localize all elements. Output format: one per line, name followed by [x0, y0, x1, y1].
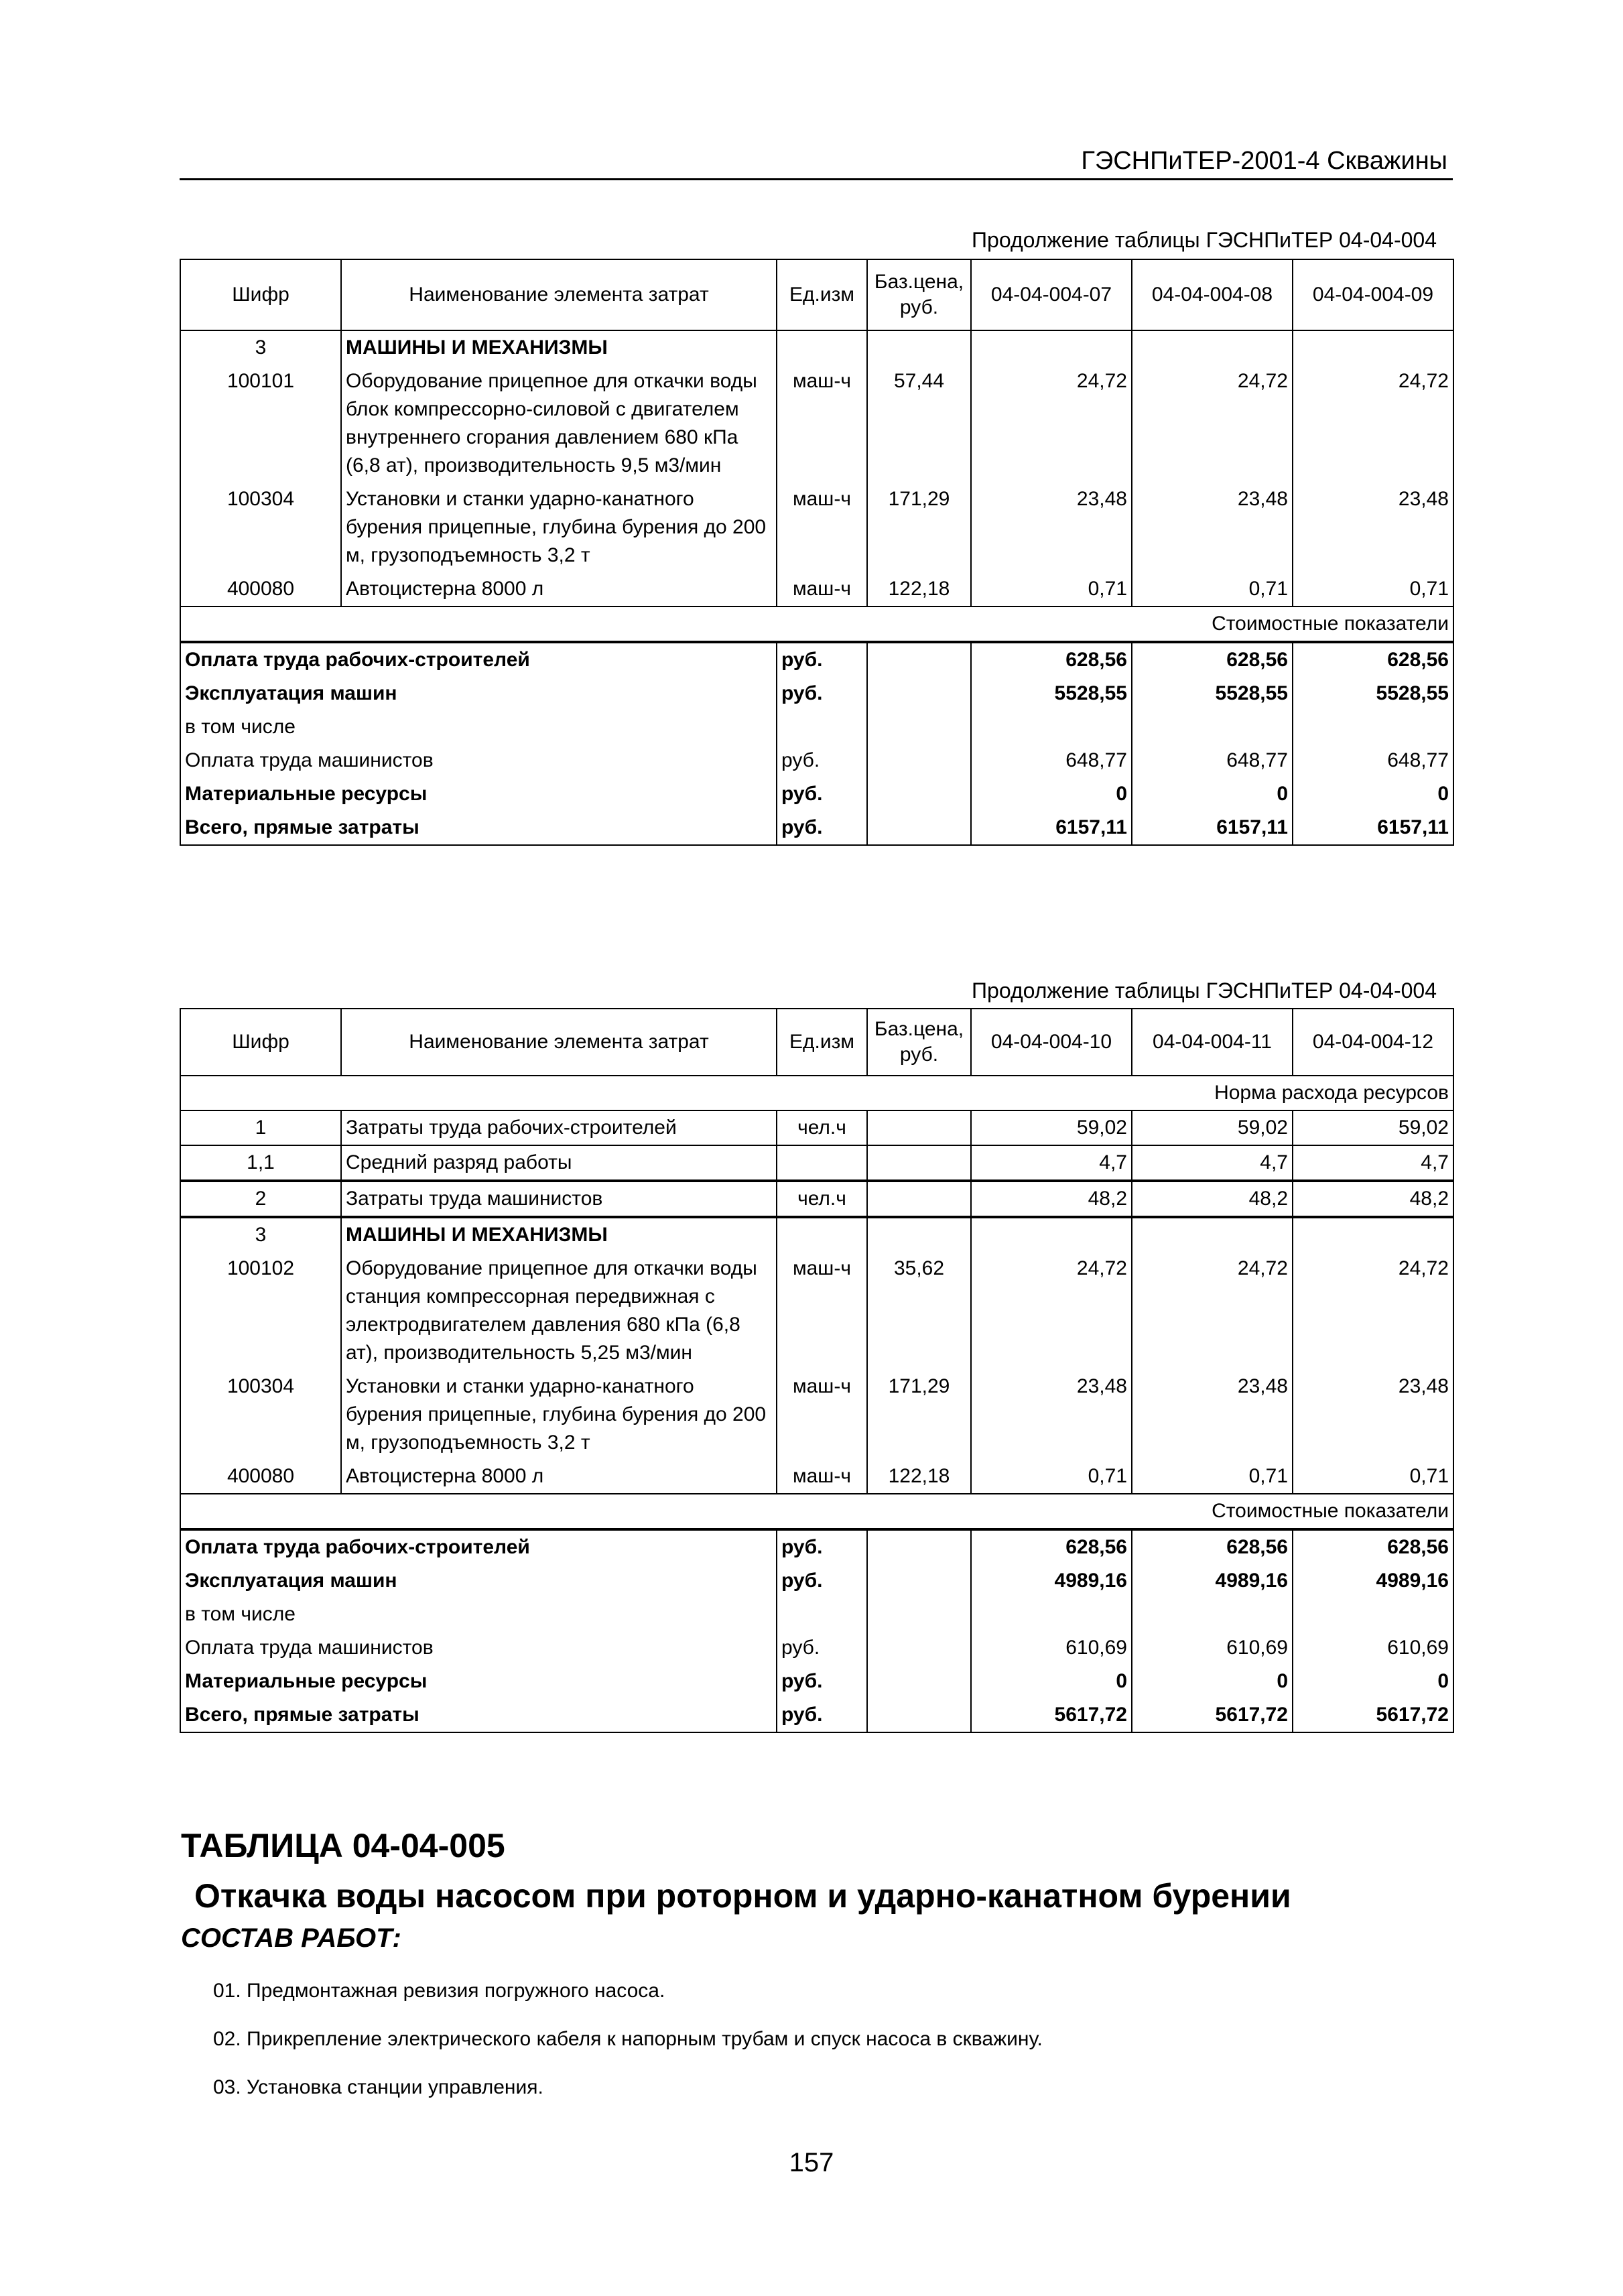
cost-unit: руб.: [777, 1631, 867, 1665]
row-price: 35,62: [867, 1252, 971, 1370]
cost-value-3: 610,69: [1293, 1631, 1453, 1665]
row-value-2: 24,72: [1132, 365, 1293, 483]
cost-row: [180, 811, 1453, 845]
row-unit: чел.ч: [777, 1181, 867, 1217]
row-name: Средний разряд работы: [341, 1145, 777, 1181]
row-value-3: 4,7: [1293, 1145, 1453, 1181]
cost-unit: руб.: [777, 777, 867, 811]
row-price: 171,29: [867, 1370, 971, 1460]
row-value-3: 0,71: [1293, 572, 1453, 607]
cost-row: [180, 677, 1453, 710]
row-value-2: 0,71: [1132, 572, 1293, 607]
row-value-2: 24,72: [1132, 1252, 1293, 1370]
row-price: 171,29: [867, 483, 971, 572]
row-code: 2: [180, 1181, 341, 1217]
col-header-price: Баз.цена, руб.: [867, 259, 971, 330]
row-unit: маш-ч: [777, 1252, 867, 1370]
cost-unit: руб.: [777, 1698, 867, 1732]
cost-value-3: 5617,72: [1293, 1698, 1453, 1732]
row-value-3: 24,72: [1293, 1252, 1453, 1370]
list-item: 01. Предмонтажная ревизия погружного насоса.: [213, 1980, 665, 2002]
col-header-norm-3: 04-04-004-09: [1293, 259, 1453, 330]
section-code: 3: [180, 330, 341, 365]
cost-unit: руб.: [777, 744, 867, 777]
cost-value-3: 628,56: [1293, 642, 1453, 677]
row-name: Оборудование прицепное для откачки воды блок компрессорно-силовой с двигателем внутреннего сгорания давлением 680 кПа (6,8 ат), производительность 9,5 м3/мин: [341, 365, 777, 483]
cost-unit: руб.: [777, 677, 867, 710]
col-header-norm-1: 04-04-004-07: [971, 259, 1132, 330]
row-value-2: 4,7: [1132, 1145, 1293, 1181]
row-name: Оборудование прицепное для откачки воды станция компрессорная передвижная с электродвигателем давления 680 кПа (6,8 ат), производительность 5,25 м3/мин: [341, 1252, 777, 1370]
page-number: 157: [789, 2148, 834, 2177]
col-header-norm-2: 04-04-004-08: [1132, 259, 1293, 330]
cost-label: Оплата труда машинистов: [180, 1631, 777, 1665]
table-title: ТАБЛИЦА 04-04-005: [181, 1827, 505, 1864]
row-code: 1,1: [180, 1145, 341, 1181]
cost-value-2: 5528,55: [1132, 677, 1293, 710]
row-value-1: 0,71: [971, 1460, 1132, 1494]
works-list: [213, 1967, 1043, 2112]
cost-row: [180, 710, 1453, 744]
cost-row: [180, 1598, 1453, 1631]
row-price: 57,44: [867, 365, 971, 483]
row-value-1: 0,71: [971, 572, 1132, 607]
table-row: [180, 1460, 1453, 1494]
cost-unit: руб.: [777, 1564, 867, 1598]
cost-label: Всего, прямые затраты: [180, 811, 777, 845]
table-row: [180, 1370, 1453, 1460]
table1-header-row: [180, 259, 1453, 330]
row-code: 400080: [180, 572, 341, 607]
cost-label: Эксплуатация машин: [180, 677, 777, 710]
row-value-2: 0,71: [1132, 1460, 1293, 1494]
cost-value-2: 6157,11: [1132, 811, 1293, 845]
cost-label: Оплата труда рабочих-строителей: [180, 642, 777, 677]
row-code: 100304: [180, 483, 341, 572]
col-header-unit: Ед.изм: [777, 259, 867, 330]
table2-caption: Продолжение таблицы ГЭСНПиТЕР 04-04-004: [972, 978, 1437, 1003]
labor-row: [180, 1181, 1453, 1217]
cost-label: в том числе: [180, 710, 777, 744]
cost-value-1: 628,56: [971, 642, 1132, 677]
cost-value-3: 0: [1293, 777, 1453, 811]
cost-value-2: 648,77: [1132, 744, 1293, 777]
col-header-price: Баз.цена, руб.: [867, 1009, 971, 1076]
section-subtitle: Откачка воды насосом при роторном и ударно-канатном бурении: [194, 1877, 1291, 1915]
cost-value-3: 6157,11: [1293, 811, 1453, 845]
cost-value-2: 628,56: [1132, 642, 1293, 677]
table-row: [180, 365, 1453, 483]
cost-value-2: 4989,16: [1132, 1564, 1293, 1598]
row-value-2: 59,02: [1132, 1110, 1293, 1145]
cost-value-1: 5528,55: [971, 677, 1132, 710]
cost-value-1: 4989,16: [971, 1564, 1132, 1598]
row-name: Затраты труда машинистов: [341, 1181, 777, 1217]
row-name: Установки и станки ударно-канатного бурения прицепные, глубина бурения до 200 м, грузоподъемность 3,2 т: [341, 1370, 777, 1460]
col-header-unit: Ед.изм: [777, 1009, 867, 1076]
section-name: МАШИНЫ И МЕХАНИЗМЫ: [341, 330, 777, 365]
cost-unit: руб.: [777, 642, 867, 677]
row-value-3: 48,2: [1293, 1181, 1453, 1217]
cost-label: в том числе: [180, 1598, 777, 1631]
table1-caption: Продолжение таблицы ГЭСНПиТЕР 04-04-004: [972, 228, 1437, 252]
table2-header-row: [180, 1009, 1453, 1076]
row-name: Установки и станки ударно-канатного бурения прицепные, глубина бурения до 200 м, грузоподъемность 3,2 т: [341, 483, 777, 572]
row-price: 122,18: [867, 1460, 971, 1494]
col-header-name: Наименование элемента затрат: [341, 259, 777, 330]
row-value-1: 4,7: [971, 1145, 1132, 1181]
row-unit: маш-ч: [777, 572, 867, 607]
table-row: [180, 330, 1453, 365]
list-item: 03. Установка станции управления.: [213, 2076, 543, 2098]
row-unit: чел.ч: [777, 1110, 867, 1145]
cost-value-1: 6157,11: [971, 811, 1132, 845]
table-row: [180, 1217, 1453, 1252]
cost-value-3: 4989,16: [1293, 1564, 1453, 1598]
table-row: [180, 483, 1453, 572]
col-header-code: Шифр: [180, 1009, 341, 1076]
cost-label: Материальные ресурсы: [180, 777, 777, 811]
table1: [180, 259, 1454, 846]
row-value-1: 23,48: [971, 483, 1132, 572]
row-code: 100101: [180, 365, 341, 483]
row-value-2: 23,48: [1132, 1370, 1293, 1460]
row-name: Затраты труда рабочих-строителей: [341, 1110, 777, 1145]
cost-header: Стоимостные показатели: [180, 607, 1453, 642]
cost-value-1: 628,56: [971, 1529, 1132, 1564]
cost-label: Оплата труда машинистов: [180, 744, 777, 777]
cost-value-3: 0: [1293, 1665, 1453, 1698]
cost-header: Стоимостные показатели: [180, 1494, 1453, 1529]
cost-value-2: 5617,72: [1132, 1698, 1293, 1732]
row-name: Автоцистерна 8000 л: [341, 1460, 777, 1494]
table2: [180, 1008, 1454, 1733]
row-value-1: 24,72: [971, 365, 1132, 483]
cost-unit: руб.: [777, 1665, 867, 1698]
section-code: 3: [180, 1217, 341, 1252]
col-header-code: Шифр: [180, 259, 341, 330]
cost-row: [180, 1665, 1453, 1698]
cost-value-1: 648,77: [971, 744, 1132, 777]
col-header-norm-2: 04-04-004-11: [1132, 1009, 1293, 1076]
norm-header: Норма расхода ресурсов: [180, 1076, 1453, 1110]
row-unit: [777, 1145, 867, 1181]
row-code: 1: [180, 1110, 341, 1145]
list-item: 02. Прикрепление электрического кабеля к напорным трубам и спуск насоса в скважину.: [213, 2028, 1043, 2050]
cost-header-row: [180, 607, 1453, 642]
cost-value-1: 0: [971, 1665, 1132, 1698]
cost-row: [180, 642, 1453, 677]
cost-value-3: 628,56: [1293, 1529, 1453, 1564]
row-value-1: 24,72: [971, 1252, 1132, 1370]
row-value-2: 48,2: [1132, 1181, 1293, 1217]
cost-row: [180, 1529, 1453, 1564]
running-header: [180, 141, 1453, 180]
works-heading: СОСТАВ РАБОТ:: [181, 1923, 401, 1953]
cost-label: Материальные ресурсы: [180, 1665, 777, 1698]
cost-value-2: 628,56: [1132, 1529, 1293, 1564]
cost-row: [180, 777, 1453, 811]
row-unit: маш-ч: [777, 365, 867, 483]
cost-value-1: 5617,72: [971, 1698, 1132, 1732]
row-code: 100102: [180, 1252, 341, 1370]
cost-unit: руб.: [777, 1529, 867, 1564]
cost-value-3: 648,77: [1293, 744, 1453, 777]
labor-row: [180, 1145, 1453, 1181]
row-value-3: 0,71: [1293, 1460, 1453, 1494]
row-name: Автоцистерна 8000 л: [341, 572, 777, 607]
row-unit: маш-ч: [777, 1460, 867, 1494]
cost-value-3: 5528,55: [1293, 677, 1453, 710]
row-value-3: 24,72: [1293, 365, 1453, 483]
col-header-name: Наименование элемента затрат: [341, 1009, 777, 1076]
cost-label: Оплата труда рабочих-строителей: [180, 1529, 777, 1564]
row-code: 100304: [180, 1370, 341, 1460]
norm-header-row: [180, 1076, 1453, 1110]
cost-value-2: 0: [1132, 1665, 1293, 1698]
section-name: МАШИНЫ И МЕХАНИЗМЫ: [341, 1217, 777, 1252]
col-header-norm-1: 04-04-004-10: [971, 1009, 1132, 1076]
cost-row: [180, 1631, 1453, 1665]
row-value-2: 23,48: [1132, 483, 1293, 572]
cost-row: [180, 1564, 1453, 1598]
row-value-1: 59,02: [971, 1110, 1132, 1145]
cost-label: Всего, прямые затраты: [180, 1698, 777, 1732]
row-value-1: 23,48: [971, 1370, 1132, 1460]
row-value-3: 59,02: [1293, 1110, 1453, 1145]
row-value-1: 48,2: [971, 1181, 1132, 1217]
col-header-norm-3: 04-04-004-12: [1293, 1009, 1453, 1076]
cost-label: Эксплуатация машин: [180, 1564, 777, 1598]
cost-row: [180, 1698, 1453, 1732]
cost-unit: руб.: [777, 811, 867, 845]
cost-value-2: 610,69: [1132, 1631, 1293, 1665]
cost-value-1: 610,69: [971, 1631, 1132, 1665]
row-unit: маш-ч: [777, 1370, 867, 1460]
cost-value-1: 0: [971, 777, 1132, 811]
row-code: 400080: [180, 1460, 341, 1494]
row-unit: маш-ч: [777, 483, 867, 572]
row-value-3: 23,48: [1293, 483, 1453, 572]
table-row: [180, 572, 1453, 607]
row-price: 122,18: [867, 572, 971, 607]
cost-row: [180, 744, 1453, 777]
cost-value-2: 0: [1132, 777, 1293, 811]
table-row: [180, 1252, 1453, 1370]
running-title: ГЭСНПиТЕР-2001-4 Скважины: [1081, 147, 1447, 175]
labor-row: [180, 1110, 1453, 1145]
cost-header-row: [180, 1494, 1453, 1529]
row-value-3: 23,48: [1293, 1370, 1453, 1460]
